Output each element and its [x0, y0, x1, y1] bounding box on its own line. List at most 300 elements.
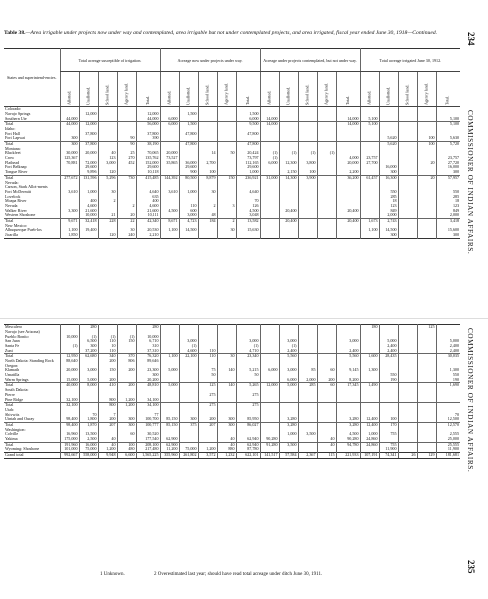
row-label: Total	[4, 442, 60, 447]
cell: (1)	[60, 344, 79, 349]
cell: 2,000	[379, 213, 398, 218]
cell: 370	[117, 354, 136, 359]
cell: 16,000	[436, 165, 460, 170]
cell: 3,800	[298, 161, 317, 166]
cell: 38,190	[136, 141, 160, 146]
cell: 1,565,225	[136, 452, 160, 458]
cell: 3,000	[279, 368, 298, 373]
cell: 126	[236, 204, 260, 209]
cell: 90	[117, 141, 136, 146]
cell: 123	[98, 156, 117, 161]
cell: 37,310	[136, 348, 160, 353]
sub-header-1-3: Agency land.	[217, 72, 236, 107]
cell: 12,000	[79, 112, 98, 117]
cell: 14,500	[379, 228, 398, 233]
cell: 72,000	[79, 161, 98, 166]
cell: 123	[379, 204, 398, 209]
cell: 200	[98, 378, 117, 383]
cell: 20	[117, 213, 136, 218]
group-header-3: Total acreage irrigated June 30, 1912.	[360, 49, 460, 72]
cell: 10,000	[136, 334, 160, 339]
cell: 3,000	[336, 339, 360, 344]
cell: 4,723	[179, 218, 198, 223]
cell: 110	[198, 354, 217, 359]
cell: 144,392	[160, 175, 179, 180]
cell: 21,600	[136, 208, 160, 213]
cell: 23,757	[360, 156, 379, 161]
caption-text: —Area irrigable under projects now under way and contemplated, area irrigable but not under contemplated projects, and area irrigated, fiscal year ended June 30, 1918—Continued.	[25, 30, 438, 36]
cell: 140	[217, 383, 236, 388]
cell: 30,520	[136, 432, 160, 437]
row-label: Fort McDermitt	[5, 189, 32, 194]
sub-header-2-4: Total.	[336, 72, 360, 107]
cell: 280	[136, 325, 160, 330]
cell: 3,000	[98, 161, 117, 166]
cell: 6,000	[279, 378, 298, 383]
cell: 75,000	[179, 447, 198, 452]
cell: 181,681	[436, 452, 460, 458]
cell: 3,280	[336, 417, 360, 422]
row-label: Fort Hall	[5, 131, 20, 136]
cell: 300	[117, 417, 136, 422]
cell: 3,000	[179, 339, 198, 344]
cell: 42,340	[136, 218, 160, 223]
cell: 112,165	[236, 161, 260, 166]
cell: 20,000	[79, 151, 98, 156]
sub-header-0-3: Agency land.	[117, 72, 136, 107]
row-label: Albuquerque Pueb-los	[5, 228, 42, 233]
row-label: Pierre	[5, 392, 15, 397]
cell: 85,950	[236, 417, 260, 422]
cell: 10,000	[79, 213, 98, 218]
cell: 20,400	[336, 218, 360, 223]
cell: 1,600	[360, 354, 379, 359]
cell: 228	[98, 218, 117, 223]
cell: 16,000	[379, 165, 398, 170]
row-label: Warm Springs	[5, 377, 29, 382]
cell: 44,000	[60, 116, 79, 121]
cell: 40	[317, 437, 336, 442]
cell: 277,672	[60, 175, 79, 180]
cell: 3,280	[336, 422, 360, 427]
cell: 2,000	[298, 378, 317, 383]
cell: 550	[379, 373, 398, 378]
cell: 37,200	[79, 348, 98, 353]
cell: 9,948	[98, 452, 117, 458]
cell: 375	[179, 422, 198, 427]
cell: 18	[379, 199, 398, 204]
sub-header-2-1: Unallotted.	[279, 72, 298, 107]
cell: 10,111	[136, 213, 160, 218]
cell: 32,100	[60, 397, 79, 402]
cell: 29,600	[179, 165, 198, 170]
cell: 480	[117, 447, 136, 452]
sub-header-0-1: Unallotted.	[79, 72, 98, 107]
cell: 300	[79, 344, 98, 349]
cell: 90	[117, 136, 136, 141]
cell: 73,527	[160, 156, 179, 161]
cell: 44,000	[136, 116, 160, 121]
cell: 2,367	[298, 452, 317, 458]
cell: 3,000	[236, 339, 260, 344]
cell: 6,000	[260, 161, 279, 166]
cell: 16,300	[379, 175, 398, 180]
cell: 62,940	[236, 437, 260, 442]
cell: 75,000	[79, 447, 98, 452]
cell: 40,000	[60, 383, 79, 388]
cell: 550	[436, 373, 460, 378]
cell: 1,232	[217, 452, 236, 458]
sub-header-3-0: Allotted.	[360, 72, 379, 107]
cell: 8,879	[198, 175, 217, 180]
cell: 4,600	[179, 348, 198, 353]
cell: 20,400	[336, 208, 360, 213]
cell: 12,000	[79, 122, 98, 127]
stub-header: States and superintend-encies.	[4, 49, 60, 107]
cell: 1,200	[117, 403, 136, 408]
cell: 4,710	[236, 348, 260, 353]
cell: 57,584	[279, 452, 298, 458]
cell: 390	[136, 136, 160, 141]
cell: 15,630	[236, 228, 260, 233]
cell: 300	[60, 136, 79, 141]
cell: 6,500	[79, 339, 98, 344]
cell: 47,800	[179, 141, 198, 146]
cell: 2,210	[136, 233, 160, 238]
cell: 27,700	[360, 161, 379, 166]
cell: 150	[217, 175, 236, 180]
row-label: Pine Ridge	[5, 397, 24, 402]
row-label: Fort Belknap	[5, 165, 27, 170]
cell: 60	[317, 368, 336, 373]
cell: 48,810	[136, 383, 160, 388]
cell: 900	[179, 170, 198, 175]
cell: 2,500	[79, 437, 98, 442]
page-number-bottom: 235	[466, 560, 476, 574]
cell: 70,065	[136, 151, 160, 156]
running-head-top: COMMISSIONER OF INDIAN AFFAIRS.	[466, 110, 474, 255]
cell: 800	[98, 403, 117, 408]
cell: 300	[217, 417, 236, 422]
cell: 29,600	[236, 165, 260, 170]
cell: 120	[98, 233, 117, 238]
cell: 100	[117, 442, 136, 447]
cell: 85,150	[160, 417, 179, 422]
cell: 98,400	[60, 422, 79, 427]
cell: 135,762	[136, 156, 160, 161]
cell: 50	[198, 373, 217, 378]
cell: 275	[198, 403, 217, 408]
cell: 207	[98, 422, 117, 427]
cell: 600	[179, 208, 198, 213]
cell: 2,400	[379, 348, 398, 353]
row-label: Crow	[5, 155, 15, 161]
cell: 57,957	[436, 175, 460, 180]
cell: 3,610	[160, 190, 179, 195]
cell: 1,673	[360, 218, 379, 223]
table-caption	[4, 30, 456, 36]
row-label: Navajo (see Arizona)	[5, 329, 40, 334]
cell: 62,940	[236, 442, 260, 447]
cell: 558,000	[79, 452, 98, 458]
cell: 200	[117, 383, 136, 388]
cell: (1)	[79, 334, 98, 339]
cell: 806	[117, 359, 136, 364]
cell: 8,200	[336, 378, 360, 383]
cell: 800	[98, 397, 117, 402]
cell: 40	[317, 442, 336, 447]
cell: 184	[198, 218, 217, 223]
cell: 2,700	[198, 161, 217, 166]
row-label: Utah:	[5, 407, 15, 412]
cell: 261,802	[179, 452, 198, 458]
footnotes	[100, 572, 350, 577]
cell: 6,000	[160, 116, 179, 121]
cell: 300	[436, 233, 460, 238]
cell: 25,555	[436, 442, 460, 447]
cell	[417, 233, 436, 238]
cell: 550	[436, 190, 460, 195]
cell: 1,000	[79, 190, 98, 195]
cell: 221,933	[336, 452, 360, 458]
cell: 5,000	[160, 383, 179, 388]
cell: 2	[198, 204, 217, 209]
cell: 30	[198, 190, 217, 195]
cell: 200	[317, 378, 336, 383]
cell: 300	[436, 170, 460, 175]
cell: 131,596	[79, 175, 98, 180]
row-label: Nevada	[5, 203, 18, 208]
table-row	[4, 447, 460, 452]
cell	[79, 233, 98, 238]
cell: 300	[217, 422, 236, 427]
cell: 125	[417, 325, 436, 330]
cell: 10,118	[136, 170, 160, 175]
cell: 87,780	[236, 447, 260, 452]
cell: 29,600	[136, 165, 160, 170]
cell: 755	[379, 432, 398, 437]
cell: 3,280	[279, 422, 298, 427]
cell: 622,101	[236, 452, 260, 458]
cell: 200	[98, 417, 117, 422]
cell: 25	[117, 151, 136, 156]
cell: 7	[98, 412, 117, 417]
cell: 40	[98, 437, 117, 442]
cell: 14,000	[260, 116, 279, 121]
sub-header-1-1: Unallotted.	[179, 72, 198, 107]
cell: 1,100	[160, 354, 179, 359]
cell: 100,777	[136, 422, 160, 427]
cell: 9,671	[60, 218, 79, 223]
cell: 1,800	[79, 417, 98, 422]
row-label: Wyoming: Shoshone	[5, 447, 40, 452]
cell: 25,000	[436, 437, 460, 442]
row-label: Yakima	[5, 436, 18, 441]
cell: 2	[98, 199, 117, 204]
cell: 30	[217, 354, 236, 359]
sub-header-2-3: Agency land.	[317, 72, 336, 107]
row-label: Total	[4, 175, 60, 180]
cell: 200	[117, 368, 136, 373]
cell: 3,418	[436, 218, 460, 223]
cell: 400	[136, 199, 160, 204]
cell: 880	[217, 447, 236, 452]
cell: 20	[417, 175, 436, 180]
cell: (1)	[260, 156, 279, 161]
cell: 94,780	[336, 442, 360, 447]
cell: 47,800	[236, 131, 260, 136]
row-label: Santa Fe	[5, 343, 20, 348]
cell: 5,000	[279, 383, 298, 388]
cell: 32,100	[60, 403, 79, 408]
cell: 48	[198, 213, 217, 218]
cell: 89,646	[136, 359, 160, 364]
cell: 3,000	[79, 368, 98, 373]
cell: 410	[98, 383, 117, 388]
cell: 300	[117, 422, 136, 427]
cell: 75	[198, 368, 217, 373]
cell: 62,900	[160, 442, 179, 447]
cell: 300	[60, 141, 79, 146]
cell: 101,000	[60, 447, 79, 452]
cell: 5,296	[98, 175, 117, 180]
cell	[198, 233, 217, 238]
row-label: Tongue River	[5, 169, 28, 175]
cell: 14,000	[336, 122, 360, 127]
sub-header-3-4: Total.	[436, 72, 460, 107]
cell: 175,000	[60, 437, 79, 442]
cell: 14,000	[336, 116, 360, 121]
cell: 236,921	[236, 175, 260, 180]
cell: 14,500	[179, 228, 198, 233]
cell: 2,400	[379, 344, 398, 349]
cell: 23,757	[436, 156, 460, 161]
sub-header-0-4: Total.	[136, 72, 160, 107]
cell: 16,000	[79, 442, 98, 447]
cell: 107,191	[360, 452, 379, 458]
cell: 5,100	[436, 116, 460, 121]
cell: 24,860	[360, 437, 379, 442]
cell: 37,800	[79, 141, 98, 146]
row-label: San Juan	[5, 339, 20, 344]
cell: 91,280	[260, 442, 279, 447]
cell: 3,280	[279, 417, 298, 422]
cell: 240	[117, 233, 136, 238]
cell: 3,000	[279, 339, 298, 344]
cell: 21,600	[79, 208, 98, 213]
page-number-top: 234	[466, 32, 476, 46]
cell: 207	[198, 422, 217, 427]
total-row	[4, 218, 460, 223]
cell	[217, 233, 236, 238]
cell: 3,610	[60, 190, 79, 195]
cell: 1,300	[360, 368, 379, 373]
sub-header-3-2: School land.	[398, 72, 417, 107]
cell: 141,517	[260, 452, 279, 458]
cell: 12,570	[436, 422, 460, 427]
cell: 30,000	[60, 151, 79, 156]
cell: 62,680	[79, 354, 98, 359]
cell: 300	[136, 373, 160, 378]
cell: 1,200	[117, 397, 136, 402]
cell: 2,555	[436, 432, 460, 437]
cell: 280	[79, 325, 98, 330]
cell: 61,457	[360, 175, 379, 180]
cell: 18	[436, 199, 460, 204]
sub-header-0-2: School land.	[98, 72, 117, 107]
cell: 11,900	[379, 447, 398, 452]
cell	[260, 233, 279, 238]
cell: 17,345	[336, 383, 360, 388]
cell: 20,200	[136, 378, 160, 383]
cell: 415,485	[136, 175, 160, 180]
cell: 400	[79, 199, 98, 204]
cell: 12,400	[360, 417, 379, 422]
cell: 56,000	[136, 122, 160, 127]
cell: 123	[436, 204, 460, 209]
cell: 300	[379, 170, 398, 175]
cell	[236, 233, 260, 238]
cell: 730	[117, 175, 136, 180]
cell: 73,797	[236, 156, 260, 161]
cell: 2	[117, 204, 136, 209]
cell: 60	[117, 432, 136, 437]
row-label: Shivwits	[5, 412, 20, 417]
cell: 4,600	[79, 204, 98, 209]
cell: 11,200	[160, 447, 179, 452]
cell: 190	[436, 378, 460, 383]
cell: 1,690	[436, 383, 460, 388]
cell: (1)	[179, 344, 198, 349]
cell: 849	[436, 208, 460, 213]
row-label: Total	[4, 141, 60, 146]
row-label: Washington:	[5, 427, 26, 432]
row-label: Southern Ute	[5, 116, 27, 121]
cell: 40	[98, 442, 117, 447]
cell: 300	[179, 417, 198, 422]
cell: 452	[117, 161, 136, 166]
cell: (1)	[279, 151, 298, 156]
row-label: Nevada:	[5, 180, 19, 185]
cell: 200	[98, 359, 117, 364]
cell: 1,000	[236, 170, 260, 175]
cell: 3,048	[236, 213, 260, 218]
row-label: North Dakota: Standing Rock	[5, 358, 54, 363]
cell: 70	[236, 199, 260, 204]
cell: 20,000	[60, 368, 79, 373]
cell: 5,000	[79, 378, 98, 383]
cell: (1)	[279, 344, 298, 349]
cell: 1,850	[60, 233, 79, 238]
row-label: Carson, Stark Allot-ments	[5, 185, 48, 190]
cell: 110	[98, 348, 117, 353]
row-label: Western Shoshone	[5, 213, 36, 218]
cell: 5,620	[379, 136, 398, 141]
cell: 34,100	[136, 397, 160, 402]
cell: 550	[379, 190, 398, 195]
cell: 47,800	[179, 131, 198, 136]
cell: 3,900	[298, 175, 317, 180]
row-label: Total	[4, 354, 60, 359]
cell: 13,582	[236, 218, 260, 223]
cell: 2,150	[279, 170, 298, 175]
cell: 1,200	[98, 447, 117, 452]
cell: 1,870	[79, 422, 98, 427]
cell: (1)	[98, 334, 117, 339]
cell: 177,540	[136, 437, 160, 442]
cell	[360, 233, 379, 238]
cell: 8,671	[160, 218, 179, 223]
